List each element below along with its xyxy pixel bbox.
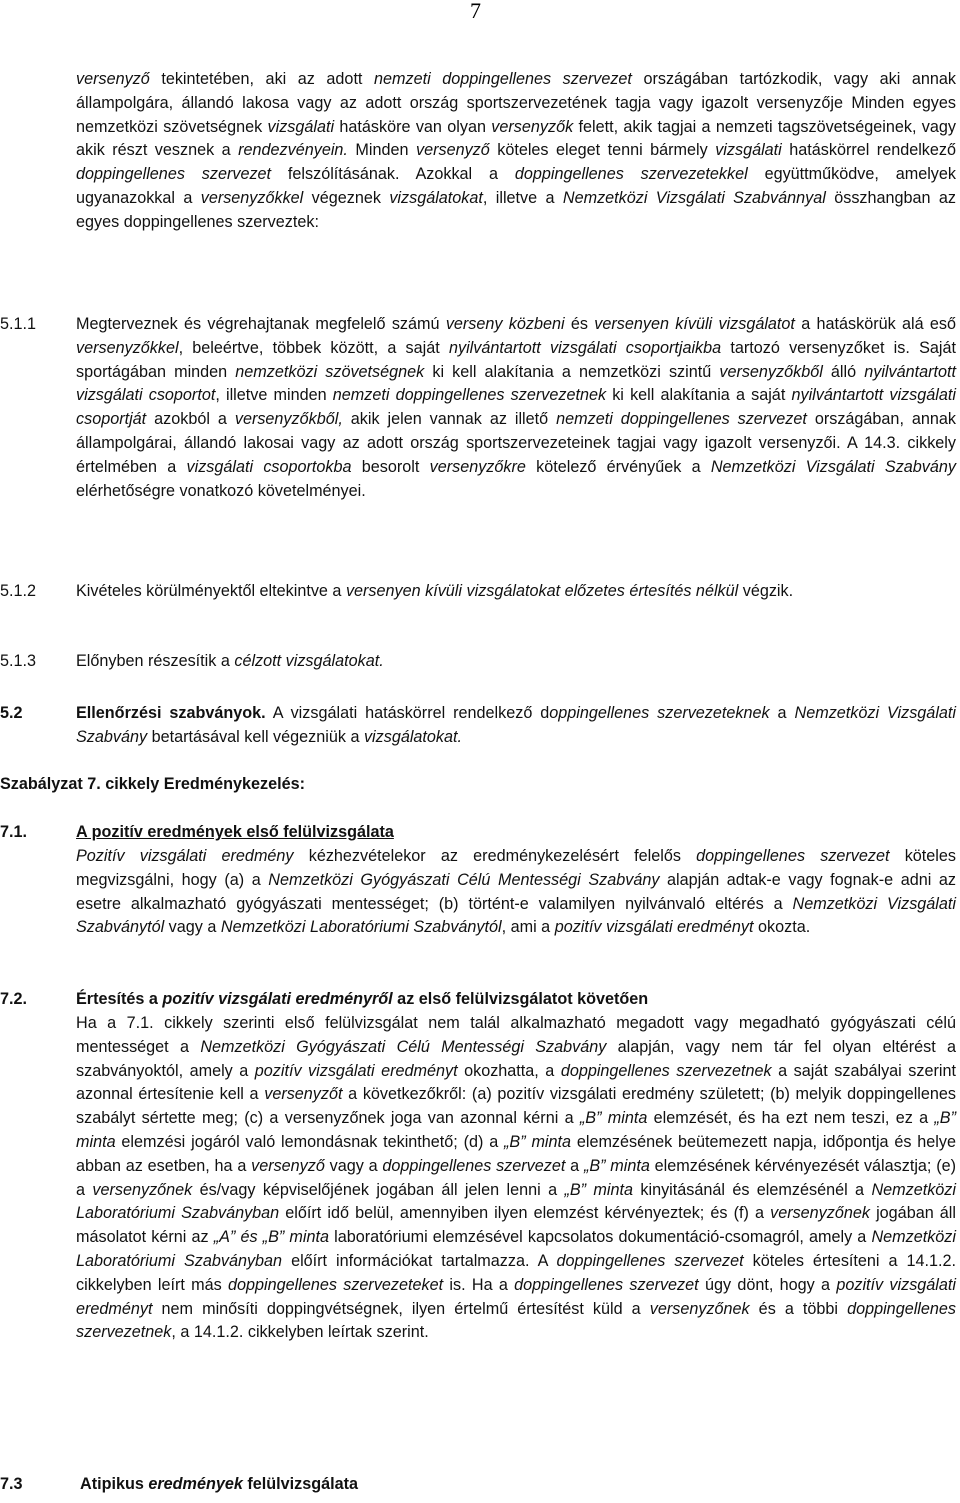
italic-term: nyilvántartott vizsgálati csoportját <box>76 386 956 429</box>
page-number: 7 <box>470 0 481 23</box>
text-run: okozhatta, a <box>457 1061 561 1080</box>
italic-term: doppingellenes szervezet <box>696 847 890 865</box>
text-run: a <box>565 1156 584 1175</box>
italic-term: doppingellenes szervezet <box>76 165 272 184</box>
italic-term: rendezvényein. <box>238 141 348 160</box>
text-run: és <box>564 315 595 333</box>
text-run: alapján, vagy nem tár fel olyan eltérést a szabványoktól, amely a <box>76 1037 957 1080</box>
text-run: Minden <box>347 141 416 160</box>
text-run: ki kell alakítania a nemzetközi szintű <box>424 362 720 381</box>
intro-paragraph <box>76 68 956 235</box>
italic-term: versenyző <box>415 141 490 160</box>
italic-term: versenyzők <box>491 117 574 136</box>
section-5-2-text <box>76 702 956 750</box>
text-run: besorolt <box>351 457 430 476</box>
italic-term: versenyen kívüli vizsgálatokat előzetes értesítés nélkül <box>345 582 739 600</box>
text-run: azokból a <box>146 410 235 429</box>
text-run: végeznek <box>303 188 390 207</box>
text-run: és/vagy képviselőjének jogában áll jelen lenni a <box>192 1180 565 1199</box>
italic-term: Nemzetközi Laboratóriumi Szabványtól <box>220 918 502 937</box>
italic-term: nyilvántartott vizsgálati csoportjaikba <box>448 338 722 357</box>
italic-term: oppingellenes szervezeteknek <box>549 704 770 722</box>
text-run: kinyitásánál és elemzésénél a <box>633 1180 872 1199</box>
text-run: Előnyben részesítik a <box>76 652 235 670</box>
italic-term: versenyzőnek <box>770 1204 870 1223</box>
italic-term: versenyzőkből <box>719 362 823 381</box>
italic-term: „B” minta <box>583 1156 650 1175</box>
text-run: , illetve a <box>482 188 563 207</box>
text-run: a saját szabályai szerint azonnal értesítenie kell a <box>76 1061 956 1104</box>
text-run: akik jelen vannak az illető <box>342 410 557 429</box>
italic-term: verseny közbeni <box>445 315 565 333</box>
text-run: alapján adtak-e vagy fognak-e adni az esetre alkalmazható gyógyászati mentességet; (b) történt-e valamilyen nyilvánvaló eltérés a <box>76 870 957 913</box>
text-run: országában tartózkodik, vagy aki annak állampolgára, állandó lakosa vagy az adott ország sportszervezetének tagja vagy igazolt versenyzője Minden egyes nemzetközi szövetségnek <box>76 70 956 136</box>
text-run: az első felülvizsgálatot követően <box>392 990 649 1008</box>
section-5-1-1-text <box>76 313 956 503</box>
text-run: betartásával kell végezniük a <box>147 727 364 746</box>
text-run: hatáskörrel rendelkező <box>781 141 956 160</box>
text-run: hatásköre van olyan <box>334 117 492 136</box>
italic-term: nemzeti doppingellenes szervezet <box>373 70 632 88</box>
text-run: jogában áll másolatot kérni az <box>76 1204 956 1247</box>
italic-term: célzott vizsgálatokat. <box>234 652 384 670</box>
text-run: elemzésének beütemezett napja, időpontja és helye abban az esetben, ha a <box>76 1132 956 1175</box>
text-run: , ami a <box>501 918 555 937</box>
text-run: , a 14.1.2. cikkelyben leírtak szerint. <box>171 1323 429 1342</box>
section-number-7-1: 7.1. <box>0 823 28 841</box>
text-run: felülvizsgálata <box>242 1475 359 1493</box>
italic-term: nemzetközi szövetségnek <box>235 362 425 381</box>
section-number-5-1-3: 5.1.3 <box>0 652 37 670</box>
text-run: Atipikus <box>80 1475 149 1493</box>
italic-term: Pozitív vizsgálati eredmény <box>76 847 294 865</box>
italic-term: Nemzetközi Laboratóriumi Szabványban <box>76 1228 956 1270</box>
section-7-1-text <box>76 845 956 940</box>
italic-term: Nemzetközi Vizsgálati Szabvánnyal <box>562 188 826 207</box>
italic-term: vizsgálatokat <box>389 188 483 207</box>
italic-term: Nemzetközi Vizsgálati Szabvány <box>710 457 956 476</box>
italic-term: nemzeti doppingellenes szervezet <box>556 410 807 429</box>
text-run: Kivételes körülményektől eltekintve a <box>76 582 346 600</box>
italic-term: versenyző <box>251 1156 325 1175</box>
text-run: laboratóriumi elemzésével kapcsolatos dokumentáció-csomagról, amely a <box>328 1228 872 1247</box>
italic-term: nemzeti doppingellenes szervezetnek <box>332 386 607 405</box>
italic-term: Nemzetközi Vizsgálati Szabványtól <box>76 894 957 937</box>
text-run: köteles megvizsgálni, hogy (a) a <box>76 847 956 889</box>
italic-term: vizsgálatokat. <box>363 727 463 746</box>
text-run: Ha a 7.1. cikkely szerinti első felülvizsgálat nem talál alkalmazható megadott vagy megadható gyógyászati célú mentességet a <box>76 1014 956 1056</box>
text-run: Megterveznek és végrehajtanak megfelelő számú <box>76 315 446 333</box>
text-run: elemzését, és ha ezt nem teszi, ez a <box>647 1109 935 1128</box>
italic-term: „A” és „B” minta <box>213 1228 329 1247</box>
section-5-1-2-text <box>76 580 956 604</box>
article-7-title: Szabályzat 7. cikkely Eredménykezelés: <box>0 775 306 793</box>
text-run: is. Ha a <box>443 1275 515 1294</box>
text-run: végzik. <box>738 582 794 600</box>
text-run: kézhezvételekor az eredménykezelésért felelős <box>293 847 697 865</box>
italic-term: doppingellenes szervezetekkel <box>514 165 748 184</box>
text-run: köteles értesíteni a 14.1.2. cikkelyben leírt más <box>76 1251 957 1294</box>
text-run: ki kell alakítania a saját <box>606 386 792 405</box>
text-run: , illetve minden <box>215 386 333 405</box>
text-run: összhangban az egyes doppingellenes szerveztek: <box>76 188 956 231</box>
section-number-5-2: 5.2 <box>0 704 23 722</box>
text-run: tartozó versenyzőket is. Saját sportágában minden <box>76 338 956 381</box>
italic-term: doppingellenes szervezeteket <box>228 1275 444 1294</box>
text-run: együttműködve, amelyek ugyanazokkal a <box>76 165 956 207</box>
text-run: köteles eleget tenni bármely <box>489 141 716 160</box>
text-run: nem minősíti doppingvétségnek, ilyen értelmű értesítést küld a <box>152 1299 650 1318</box>
text-run: okozta. <box>753 918 811 937</box>
text-run: a <box>769 704 795 722</box>
text-run: Értesítés a <box>76 990 163 1008</box>
section-7-3-heading <box>80 1473 358 1497</box>
italic-term: versenyzőnek <box>92 1180 193 1199</box>
italic-term: doppingellenes szervezetnek <box>76 1299 956 1342</box>
italic-term: „B” minta <box>76 1109 956 1151</box>
text-run: vagy a <box>164 918 221 937</box>
text-run: a hatáskörük alá eső <box>794 315 956 333</box>
text-run: országában, annak állampolgárai, állandó lakosai vagy az adott ország sportszervezeteinek tagjai vagy igazolt versenyzői. A 14.3. cikkely értelmében a <box>76 410 956 476</box>
italic-term: vizsgálati <box>267 117 335 136</box>
italic-term: versenyzőkből, <box>234 410 343 429</box>
text-run: elemzési jogáról való lemondásnak tekinthető; (d) a <box>115 1132 505 1151</box>
italic-term: pozitív vizsgálati eredményt <box>254 1061 458 1080</box>
italic-term: doppingellenes szervezet <box>556 1251 744 1270</box>
italic-term: „B” minta <box>564 1180 633 1199</box>
italic-term: versenyzőkkel <box>200 188 304 207</box>
section-number-5-1-2: 5.1.2 <box>0 582 37 600</box>
italic-term: vizsgálati csoportokba <box>186 457 352 476</box>
italic-term: versenyzőt <box>264 1085 343 1104</box>
text-run: álló <box>822 362 865 381</box>
section-number-5-1-1: 5.1.1 <box>0 315 37 333</box>
text-run: felett, akik tagjai a nemzeti tagszövetségeinek, vagy akik részt vesznek a <box>76 117 956 160</box>
italic-term: vizsgálati <box>715 141 782 160</box>
text-run: úgy dönt, hogy a <box>698 1275 837 1294</box>
italic-term: doppingellenes szervezet <box>514 1275 699 1294</box>
section-5-2-heading: Ellenőrzési szabványok. <box>76 704 266 722</box>
section-7-1-heading: A pozitív eredmények első felülvizsgálata <box>76 823 394 841</box>
text-run: kötelező érvényűek a <box>525 457 711 476</box>
text-run: előírt idő belül, amennyiben ilyen elemzést kérvényeztek; és (f) a <box>279 1204 771 1223</box>
italic-term: versenyzőnek <box>649 1299 750 1318</box>
italic-term: doppingellenes szervezetnek <box>560 1061 772 1080</box>
text-run: a következőkről: (a) pozitív vizsgálati eredmény született; (b) melyik doppingellenes szabályt sértette meg; (c) a versenyzőnek joga van azonnal kérni a <box>76 1085 956 1128</box>
section-number-7-3: 7.3 <box>0 1475 23 1493</box>
italic-term: versenyző <box>76 70 150 88</box>
text-run: tekintetében, aki az adott <box>149 70 374 88</box>
italic-term: pozitív vizsgálati eredményt <box>76 1275 956 1318</box>
italic-term: „B” minta <box>579 1109 648 1128</box>
text-run: előírt információkat tartalmazza. A <box>282 1251 557 1270</box>
italic-term: doppingellenes szervezet <box>382 1156 566 1175</box>
text-run: elemzésének kérvényezését választja; (e) a <box>76 1156 956 1199</box>
text-run: és a többi <box>749 1299 848 1318</box>
italic-term: pozitív vizsgálati eredményt <box>554 918 754 937</box>
italic-term: eredmények <box>148 1475 243 1493</box>
italic-term: versenyzőkkel <box>76 338 179 357</box>
italic-term: „B” minta <box>504 1132 572 1151</box>
italic-term: nyilvántartott vizsgálati csoportot <box>76 362 956 405</box>
section-5-1-3-text <box>76 650 956 674</box>
italic-term: Nemzetközi Gyógyászati Célú Mentességi Szabvány <box>268 870 660 889</box>
italic-term: pozitív vizsgálati eredményről <box>162 990 393 1008</box>
italic-term: versenyen kívüli vizsgálatot <box>594 315 795 333</box>
italic-term: Nemzetközi Vizsgálati Szabvány <box>76 704 957 746</box>
text-run: A vizsgálati hatáskörrel rendelkező d <box>265 704 550 722</box>
text-run: , beleértve, többek között, a saját <box>178 338 449 357</box>
italic-term: versenyzőkre <box>429 457 526 476</box>
section-7-2-text <box>76 1012 956 1345</box>
text-run: felszólításának. Azokkal a <box>271 165 515 184</box>
text-run: elérhetőségre vonatkozó követelményei. <box>76 481 366 500</box>
italic-term: Nemzetközi Laboratóriumi Szabványban <box>76 1180 956 1223</box>
section-number-7-2: 7.2. <box>0 990 28 1008</box>
section-7-2-heading <box>76 988 648 1012</box>
text-run: vagy a <box>324 1156 383 1175</box>
italic-term: Nemzetközi Gyógyászati Célú Mentességi Szabvány <box>200 1037 607 1056</box>
